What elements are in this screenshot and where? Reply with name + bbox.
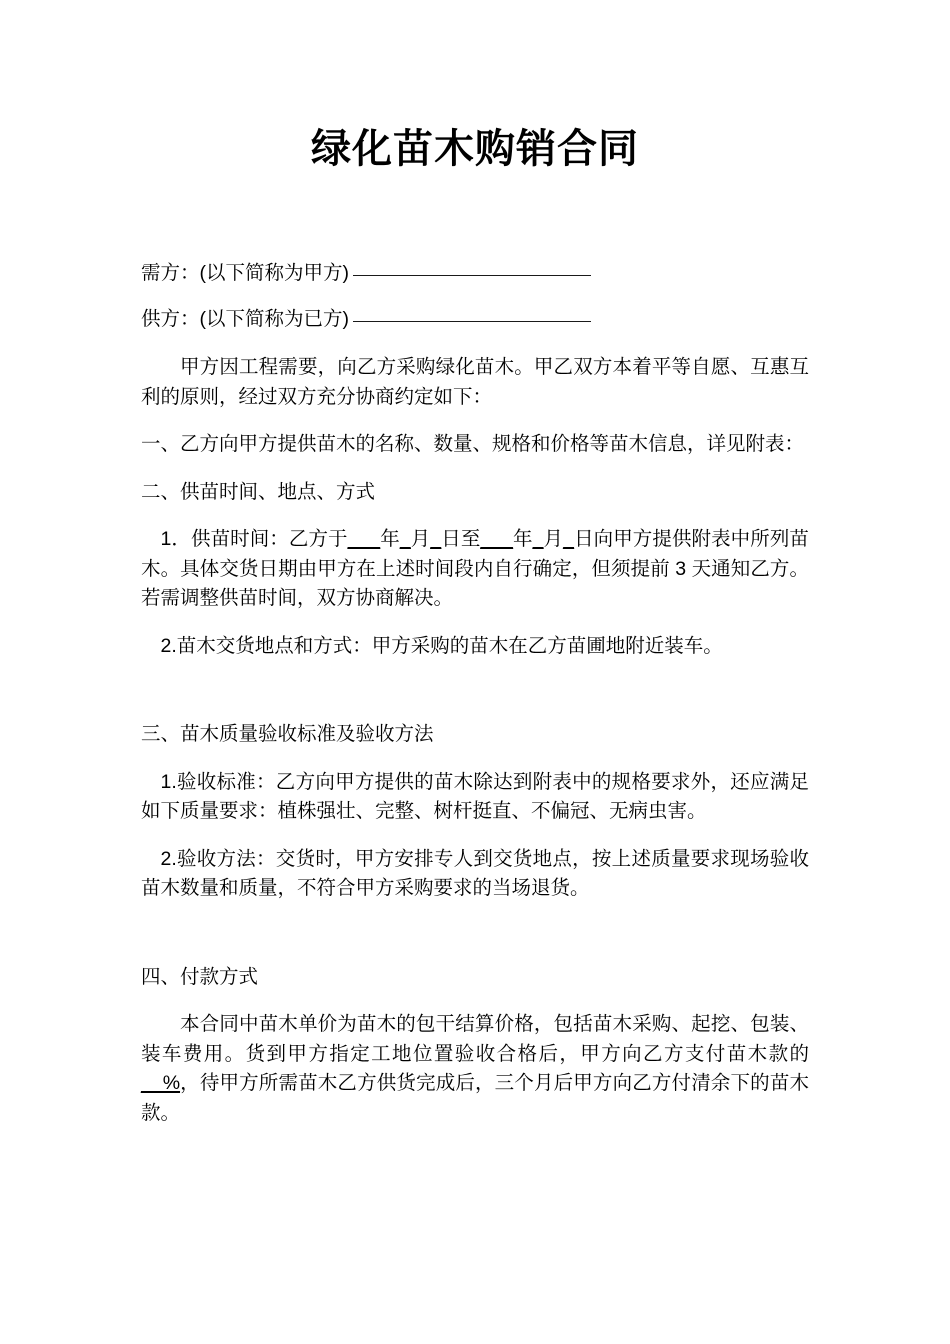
supply-start-day-blank[interactable]: _ <box>430 528 442 550</box>
party-label-supplier: 供方：(以下简称为已方) <box>141 307 349 330</box>
label-month-1: 月 <box>410 528 431 550</box>
section-heading-3: 三、苗木质量验收标准及验收方法 <box>141 723 434 745</box>
empty-paragraph-spacer <box>141 661 809 720</box>
page-title: 绿化苗木购销合同 <box>311 127 639 171</box>
spacer <box>141 176 809 259</box>
section-3-item-2: 2.验收方法：交货时，甲方安排专人到交货地点，按上述质量要求现场验收苗木数量和质量，不符合甲方采购要求的当场退货。 <box>141 847 809 899</box>
payment-terms-suffix: ，待甲方所需苗木乙方供货完成后，三个月后甲方向乙方付清余下的苗木款。 <box>141 1072 809 1124</box>
spacer <box>141 289 809 305</box>
supply-end-month-blank[interactable]: _ <box>532 528 544 550</box>
spacer <box>141 614 809 632</box>
supply-start-year-blank[interactable]: ___ <box>347 528 381 550</box>
spacer <box>141 992 809 1010</box>
section-heading-4: 四、付款方式 <box>141 965 259 988</box>
spacer <box>141 460 809 478</box>
payment-terms-prefix: 本合同中苗木单价为苗木的包干结算价格，包括苗木采购、起挖、包装、装车费用。货到甲方指定工地位置验收合格后，甲方向乙方支付苗木款的 <box>141 1013 809 1065</box>
party-blank-supplier[interactable] <box>353 321 591 322</box>
section-heading-2: 二、供苗时间、地点、方式 <box>141 480 376 503</box>
section-3-item-1: 1.验收标准：乙方向甲方提供的苗木除达到附表中的规格要求外，还应满足如下质量要求：植株强壮、完整、树杆挺直、不偏冠、无病虫害。 <box>141 770 809 822</box>
label-year-2: 年 <box>512 528 533 550</box>
preamble-paragraph: 甲方因工程需要，向乙方采购绿化苗木。甲乙双方本着平等自愿、互惠互利的原则，经过双方充分协商约定如下： <box>141 356 809 408</box>
spacer <box>141 750 809 768</box>
supply-end-year-blank[interactable]: ___ <box>480 528 513 550</box>
supply-time-prefix: 1．供苗时间：乙方于 <box>160 528 348 550</box>
spacer <box>141 412 809 430</box>
party-label-demander: 需方：(以下简称为甲方) <box>141 262 349 284</box>
supply-start-month-blank[interactable]: _ <box>399 528 411 550</box>
label-month-2: 月 <box>543 528 564 550</box>
section-4-item-1 <box>141 1010 809 1128</box>
section-heading-1: 一、乙方向甲方提供苗木的名称、数量、规格和价格等苗木信息，详见附表： <box>141 433 805 455</box>
spacer <box>141 334 809 353</box>
spacer <box>141 507 809 525</box>
supply-time-suffix: 日向甲方提供附表中所列苗木。具体交货日期由甲方在上述时间段内自行确定，但须提前 3 天通知乙方。若需调整供苗时间，双方协商解决。 <box>141 528 809 609</box>
document-body <box>141 0 809 1128</box>
empty-paragraph-spacer <box>141 904 809 963</box>
section-2-item-1 <box>141 525 809 614</box>
section-2-item-2: 2.苗木交货地点和方式：甲方采购的苗木在乙方苗圃地附近装车。 <box>160 634 723 657</box>
supply-end-day-blank[interactable]: _ <box>563 528 574 550</box>
label-day-to: 日至 <box>441 528 481 550</box>
party-blank-demander[interactable] <box>353 275 591 276</box>
payment-percent-blank[interactable]: __% <box>141 1072 181 1094</box>
label-year-1: 年 <box>380 528 400 550</box>
party-row-supplier <box>141 305 809 335</box>
spacer <box>141 827 809 845</box>
party-row-demander <box>141 259 809 289</box>
